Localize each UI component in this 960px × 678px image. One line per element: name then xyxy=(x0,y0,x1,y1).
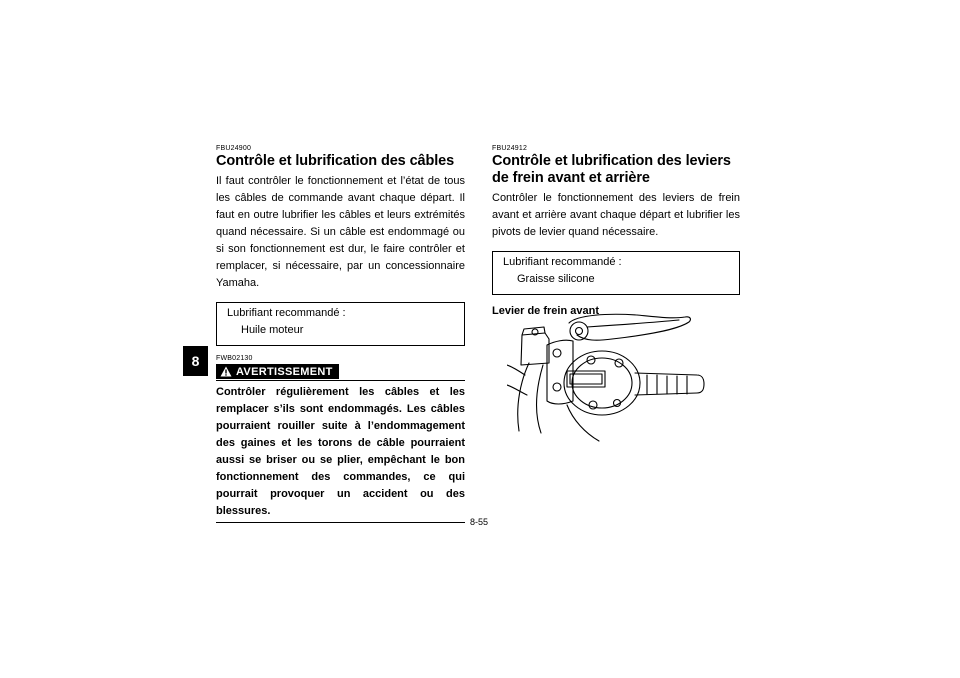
warning-code: FWB02130 xyxy=(216,355,253,362)
lubricant-box xyxy=(216,302,465,346)
section-title: Contrôle et lubrification des leviers de frein avant et arrière xyxy=(492,153,731,186)
front-brake-lever-illustration xyxy=(507,305,705,445)
section-code: FBU24900 xyxy=(216,145,252,152)
warning-header xyxy=(216,363,465,381)
lubricant-value: Graisse silicone xyxy=(517,273,595,285)
lubricant-label: Lubrifiant recommandé : xyxy=(227,307,346,319)
figure-title: Levier de frein avant xyxy=(492,305,599,317)
section-title: Contrôle et lubrification des câbles xyxy=(216,153,455,169)
warning-label: AVERTISSEMENT xyxy=(236,365,333,378)
warning-block xyxy=(216,355,465,523)
chapter-tab xyxy=(183,346,208,376)
lubricant-value: Huile moteur xyxy=(241,324,304,336)
lubricant-label: Lubrifiant recommandé : xyxy=(503,256,622,268)
chapter-number: 8 xyxy=(191,353,200,369)
warning-badge xyxy=(216,364,339,379)
warning-triangle-icon xyxy=(220,366,232,377)
warning-divider xyxy=(216,522,465,523)
page-number: 8-55 xyxy=(470,517,489,527)
section-body: Contrôler le fonctionnement des leviers de frein avant et arrière avant chaque départ et lubrifier les pivots de levier quand nécessaire. xyxy=(492,192,740,238)
lubricant-box xyxy=(492,251,740,295)
section-code: FBU24912 xyxy=(492,145,528,152)
warning-text: Contrôler régulièrement les câbles et les remplacer s’ils sont endommagés. Les câbles pourraient rouiller suite à l’endommagement des gaines et les torons de câble pourraient aussi se briser ou se plier, empêchant le bon fonctionnement des commandes, ce qui pourrait provoquer un accident ou des blessures. xyxy=(216,386,465,517)
section-body: Il faut contrôler le fonctionnement et l’état de tous les câbles de commande avant chaque départ. Il faut en outre lubrifier les câbles et leurs extrémités quand nécessaire. Si un câble est endommagé ou si son fonctionnement est dur, le faire contrôler et remplacer, si nécessaire, par un concessionnaire Yamaha. xyxy=(216,175,465,289)
right-column xyxy=(492,145,740,318)
left-column xyxy=(216,145,465,523)
